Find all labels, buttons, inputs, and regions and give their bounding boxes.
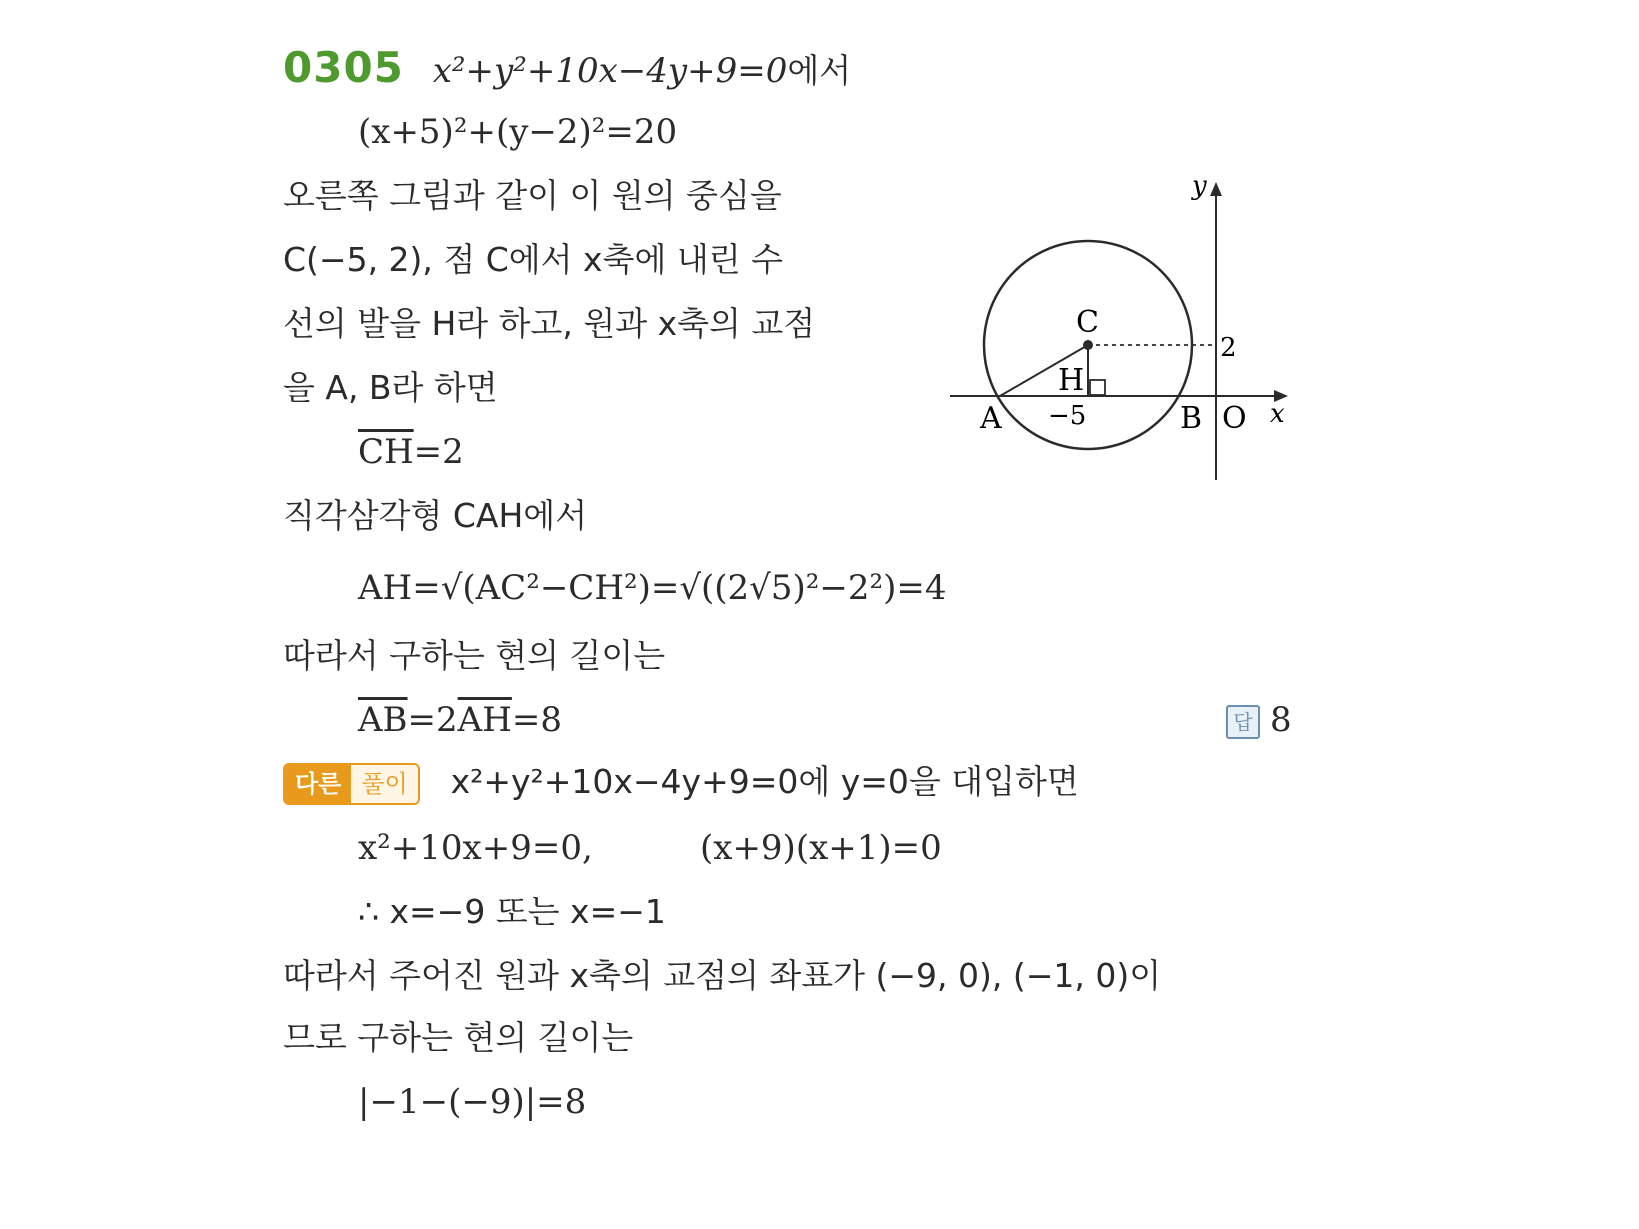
answer-line [1226,700,1292,740]
alt-eq-3: ∴ x=−9 또는 x=−1 [358,892,666,931]
label-2: 2 [1220,333,1237,363]
alt-tag-label-b: 풀이 [351,765,417,803]
problem-header [283,43,852,92]
right-angle-mark [1090,380,1105,395]
alt-solution-text: x²+y²+10x−4y+9=0에 y=0을 대입하면 [450,762,1079,801]
ab-end: =8 [511,700,563,740]
text-line-5: 직각삼각형 CAH에서 [283,496,588,535]
answer-badge: 답 [1226,705,1260,739]
answer-value: 8 [1270,700,1292,740]
ab-mid: =2 [407,700,458,740]
ch-value: =2 [413,432,464,472]
problem-number: 0305 [283,43,404,92]
y-axis-arrow-icon [1210,182,1222,196]
ab-segment: $\overline{AB}$ [358,700,408,740]
alt-eq-2: (x+9)(x+1)=0 [700,828,942,868]
text-line-4: 을 A, B라 하면 [283,368,498,407]
text-line-1: 오른쪽 그림과 같이 이 원의 중심을 [283,176,782,215]
text-line-3: 선의 발을 H라 하고, 원과 x축의 교점 [283,304,816,343]
ah-formula-line: AH=√(AC²−CH²)=√((2√5)²−2²)=4 [358,568,947,608]
label-a: A [980,401,1002,436]
label-x: x [1270,399,1285,429]
alt-solution-line [283,762,1079,805]
alt-solution-tag [283,763,420,805]
alt-eq-1: x²+10x+9=0, [358,828,593,868]
text-line-7: 따라서 주어진 원과 x축의 교점의 좌표가 (−9, 0), (−1, 0)이 [283,956,1162,995]
label-minus-5: −5 [1048,401,1087,431]
label-o: O [1222,401,1247,436]
label-c: C [1076,305,1099,340]
circle-figure [940,170,1300,490]
label-h: H [1058,363,1085,398]
label-y: y [1192,171,1207,201]
text-line-6: 따라서 구하는 현의 길이는 [283,636,666,675]
ch-segment: $\overline{CH}$ [358,432,414,472]
final-result-line: |−1−(−9)|=8 [358,1082,587,1122]
text-line-2: C(−5, 2), 점 C에서 x축에 내린 수 [283,240,783,279]
label-b: B [1180,401,1203,436]
text-line-8: 므로 구하는 현의 길이는 [283,1018,634,1057]
alt-tag-label-a: 다른 [285,765,351,803]
ab-line [358,700,562,740]
ab-ah-segment: $\overline{AH}$ [457,700,512,740]
problem-equation-suffix: 에서 [787,51,852,90]
standard-form-line: (x+5)²+(y−2)²=20 [358,112,678,152]
center-point [1083,340,1093,350]
ch-line [358,432,464,472]
problem-equation: x²+y²+10x−4y+9=0 [432,51,788,91]
